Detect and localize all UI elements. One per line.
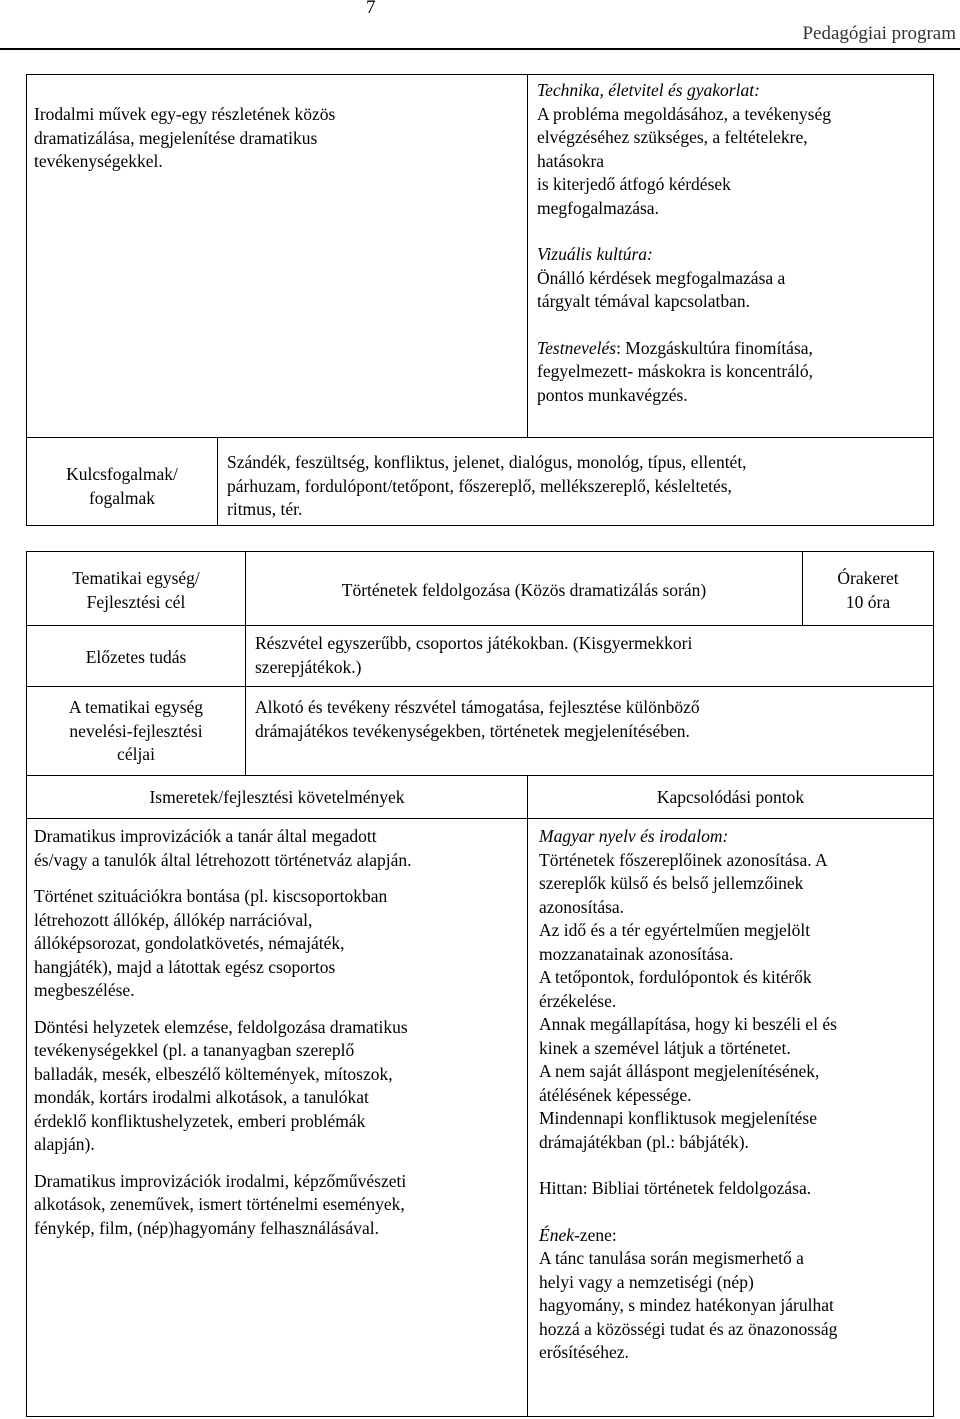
requirement-item bbox=[34, 885, 524, 1003]
link-text-vizualis bbox=[537, 267, 931, 314]
line: és/vagy a tanulók által létrehozott történetváz alapján. bbox=[34, 849, 412, 870]
line: párhuzam, fordulópont/tetőpont, főszereplő, mellékszereplő, késleltetés, bbox=[227, 475, 732, 496]
line: Dramatikus improvizációk a tanár által megadott bbox=[34, 826, 377, 846]
line: drámajátékos tevékenységekben, történetek megjelenítésében. bbox=[255, 720, 690, 741]
page-number: 7 bbox=[366, 0, 376, 18]
connection-subject-enek: Ének bbox=[539, 1224, 574, 1245]
line: Önálló kérdések megfogalmazása a bbox=[537, 267, 786, 288]
line: -zene: bbox=[573, 1224, 617, 1245]
unit-label bbox=[27, 567, 245, 614]
line: erősítéséhez. bbox=[539, 1342, 629, 1362]
line: kinek a szemével látjuk a történetet. bbox=[539, 1037, 791, 1058]
line: pontos munkavégzés. bbox=[537, 384, 688, 405]
line: A tetőpontok, fordulópontok és kitérők bbox=[539, 967, 812, 987]
line: Történetek főszereplőinek azonosítása. A bbox=[539, 849, 828, 870]
line: : Mozgáskultúra finomítása, bbox=[616, 337, 813, 358]
line: megbeszélése. bbox=[34, 980, 135, 1000]
header-rule bbox=[0, 48, 960, 50]
line: mondák, kortárs irodalmi alkotások, a tanulókat bbox=[34, 1087, 369, 1107]
connections-cell bbox=[539, 825, 931, 1365]
connection-hittan: Hittan: Bibliai történetek feldolgozása. bbox=[539, 1178, 812, 1198]
prior-knowledge-text bbox=[255, 632, 931, 679]
line: alkotások, zeneművek, ismert történelmi események, bbox=[34, 1194, 405, 1214]
line: állóképsorozat, gondolatkövetés, némajáték, bbox=[34, 933, 345, 953]
key-concepts-text bbox=[227, 451, 931, 522]
line: létrehozott állókép, állókép narrációval, bbox=[34, 909, 313, 930]
link-subject-testneveles: Testnevelés bbox=[537, 337, 617, 358]
line: alapján). bbox=[34, 1134, 95, 1154]
line: hozzá a közösségi tudat és az önazonosság bbox=[539, 1318, 838, 1339]
hours-value: 10 óra bbox=[845, 591, 891, 612]
line: Fejlesztési cél bbox=[86, 591, 186, 612]
connection-enek bbox=[539, 1224, 931, 1248]
column-header-requirements: Ismeretek/fejlesztési követelmények bbox=[149, 787, 405, 807]
requirement-item bbox=[34, 1170, 524, 1241]
line: szerepjátékok.) bbox=[255, 656, 362, 677]
requirement-item bbox=[34, 1016, 524, 1157]
line: érzékelése. bbox=[539, 990, 617, 1011]
requirements-cell bbox=[34, 825, 524, 1240]
connection-subject-magyar: Magyar nyelv és irodalom: bbox=[539, 826, 729, 846]
line: Az idő és a tér egyértelműen megjelölt bbox=[539, 920, 811, 940]
line: tevékenységekkel (pl. a tananyagban szereplő bbox=[34, 1040, 355, 1060]
line: drámajátékban (pl.: bábjáték). bbox=[539, 1131, 749, 1152]
key-concepts-label bbox=[27, 463, 217, 510]
line: Történet szituációkra bontása (pl. kiscsoportokban bbox=[34, 886, 388, 906]
connection-text-enek bbox=[539, 1247, 931, 1365]
requirement-item bbox=[34, 825, 524, 872]
link-testneveles bbox=[537, 337, 931, 361]
line: A tematikai egység bbox=[68, 697, 204, 717]
line: A nem saját álláspont megjelenítésének, bbox=[539, 1061, 820, 1081]
line: Alkotó és tevékeny részvétel támogatása, fejlesztése különböző bbox=[255, 697, 700, 717]
line: hagyomány, s mindez hatékonyan járulhat bbox=[539, 1295, 834, 1315]
hours-cell bbox=[803, 567, 933, 614]
line: hangjáték), majd a látottak egész csoportos bbox=[34, 956, 336, 977]
line: is kiterjedő átfogó kérdések bbox=[537, 174, 731, 194]
line: fegyelmezett- máskokra is koncentráló, bbox=[537, 361, 814, 381]
line: ritmus, tér. bbox=[227, 499, 303, 519]
line: szereplők külső és belső jellemzőinek bbox=[539, 873, 804, 893]
link-subject-vizualis: Vizuális kultúra: bbox=[537, 244, 653, 264]
line: azonosítása. bbox=[539, 896, 625, 917]
line: Mindennapi konfliktusok megjelenítése bbox=[539, 1108, 818, 1128]
column-header-links: Kapcsolódási pontok bbox=[656, 787, 805, 807]
line: A tánc tanulása során megismerhető a bbox=[539, 1248, 804, 1268]
top-left-cell-text: Irodalmi művek egy-egy részletének közös dramatizálása, megjelenítése dramatikus tevékenységekkel. bbox=[34, 104, 336, 171]
line: megfogalmazása. bbox=[537, 197, 659, 218]
prior-knowledge-label: Előzetes tudás bbox=[85, 647, 187, 667]
goals-text bbox=[255, 696, 931, 743]
line: A probléma megoldásához, a tevékenység bbox=[537, 103, 831, 124]
line: Döntési helyzetek elemzése, feldolgozása dramatikus bbox=[34, 1016, 408, 1037]
line: Szándék, feszültség, konfliktus, jelenet, dialógus, monológ, típus, ellentét, bbox=[227, 452, 747, 472]
connection-text-magyar bbox=[539, 849, 931, 1155]
link-subject-technika: Technika, életvitel és gyakorlat: bbox=[537, 80, 760, 100]
line: helyi vagy a nemzetiségi (nép) bbox=[539, 1271, 754, 1292]
line: átélésének képessége. bbox=[539, 1084, 692, 1105]
line: tárgyalt témával kapcsolatban. bbox=[537, 291, 750, 311]
line: Kulcsfogalmak/ bbox=[66, 464, 178, 484]
line: Tematikai egység/ bbox=[72, 568, 200, 588]
line: Annak megállapítása, hogy ki beszéli el és bbox=[539, 1014, 837, 1034]
line: mozzanatainak azonosítása. bbox=[539, 943, 734, 964]
document-title: Pedagógiai program bbox=[802, 23, 956, 44]
line: érdeklő konfliktushelyzetek, emberi problémák bbox=[34, 1110, 366, 1131]
line: Dramatikus improvizációk irodalmi, képzőművészeti bbox=[34, 1170, 407, 1191]
line: balladák, mesék, elbeszélő költemények, mítoszok, bbox=[34, 1063, 393, 1084]
line: elvégzéséhez szükséges, a feltételekre, bbox=[537, 127, 808, 147]
goals-label bbox=[27, 696, 245, 767]
line: fogalmak bbox=[88, 487, 156, 508]
link-text-technika bbox=[537, 103, 931, 221]
line: hatásokra bbox=[537, 150, 605, 171]
line: céljai bbox=[117, 744, 155, 764]
line: nevelési-fejlesztési bbox=[69, 720, 203, 741]
line: Részvétel egyszerűbb, csoportos játékokban. (Kisgyermekkori bbox=[255, 633, 693, 653]
unit-title: Történetek feldolgozása (Közös dramatizálás során) bbox=[341, 580, 707, 600]
hours-label: Órakeret bbox=[837, 568, 899, 588]
line: fénykép, film, (nép)hagyomány felhasználásával. bbox=[34, 1217, 380, 1238]
top-links-cell bbox=[537, 79, 931, 407]
